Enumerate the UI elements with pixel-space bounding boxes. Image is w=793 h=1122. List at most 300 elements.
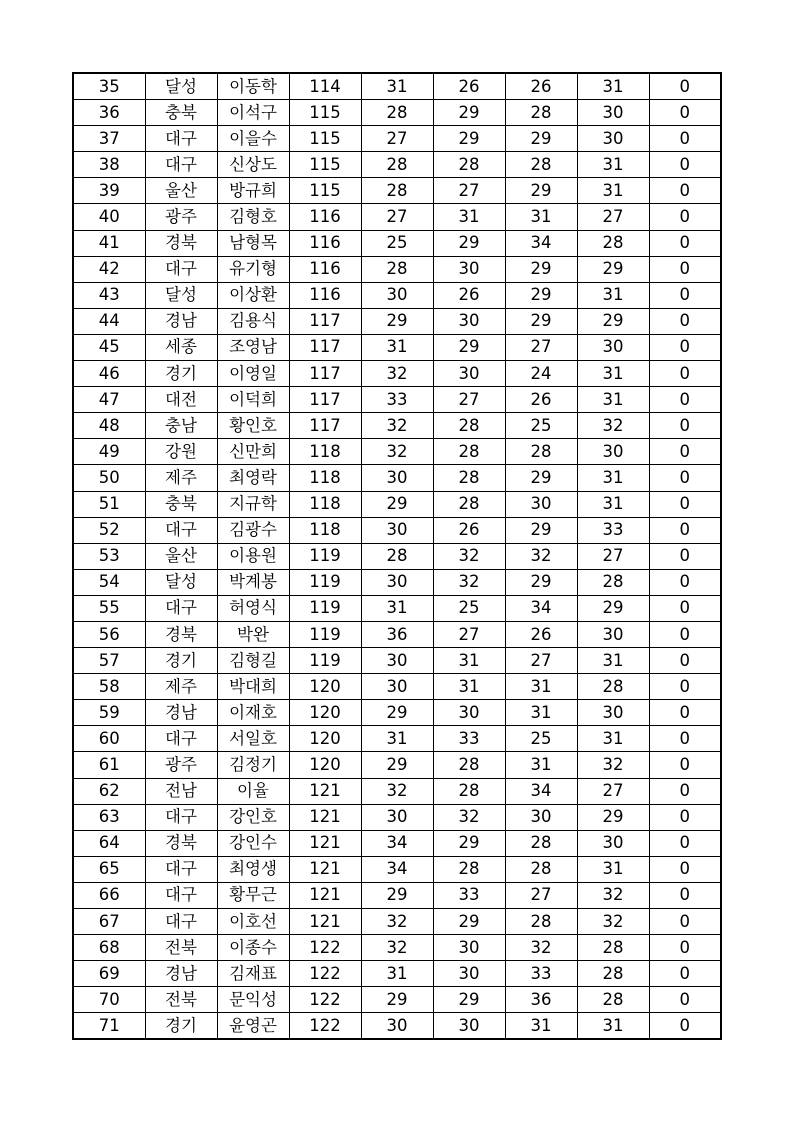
name-cell: 박계봉 [217, 569, 289, 595]
extra-cell: 0 [649, 726, 721, 752]
round4-cell: 31 [577, 856, 649, 882]
round1-cell: 29 [361, 882, 433, 908]
extra-cell: 0 [649, 935, 721, 961]
extra-cell: 0 [649, 648, 721, 674]
region-cell: 달성 [145, 282, 217, 308]
name-cell: 조영남 [217, 334, 289, 360]
rank-cell: 51 [73, 491, 145, 517]
name-cell: 방규희 [217, 178, 289, 204]
extra-cell: 0 [649, 856, 721, 882]
extra-cell: 0 [649, 882, 721, 908]
round1-cell: 33 [361, 387, 433, 413]
round4-cell: 29 [577, 595, 649, 621]
region-cell: 대구 [145, 804, 217, 830]
name-cell: 이호선 [217, 909, 289, 935]
rank-cell: 52 [73, 517, 145, 543]
round2-cell: 29 [433, 909, 505, 935]
region-cell: 광주 [145, 752, 217, 778]
total-cell: 121 [289, 804, 361, 830]
round2-cell: 28 [433, 465, 505, 491]
table-row [73, 204, 721, 230]
round2-cell: 29 [433, 100, 505, 126]
round2-cell: 28 [433, 491, 505, 517]
name-cell: 유기형 [217, 256, 289, 282]
table-row [73, 491, 721, 517]
round1-cell: 32 [361, 935, 433, 961]
round3-cell: 28 [505, 439, 577, 465]
total-cell: 118 [289, 439, 361, 465]
round2-cell: 29 [433, 830, 505, 856]
round4-cell: 31 [577, 491, 649, 517]
round4-cell: 30 [577, 100, 649, 126]
total-cell: 119 [289, 569, 361, 595]
total-cell: 116 [289, 282, 361, 308]
round2-cell: 29 [433, 334, 505, 360]
round4-cell: 28 [577, 961, 649, 987]
round1-cell: 30 [361, 517, 433, 543]
round1-cell: 29 [361, 491, 433, 517]
table-row [73, 517, 721, 543]
total-cell: 120 [289, 700, 361, 726]
table-row [73, 856, 721, 882]
region-cell: 대구 [145, 882, 217, 908]
rank-cell: 61 [73, 752, 145, 778]
table-row [73, 674, 721, 700]
round4-cell: 28 [577, 674, 649, 700]
table-row [73, 648, 721, 674]
table-row [73, 178, 721, 204]
region-cell: 경기 [145, 361, 217, 387]
rank-cell: 65 [73, 856, 145, 882]
total-cell: 117 [289, 361, 361, 387]
table-row [73, 126, 721, 152]
rank-cell: 64 [73, 830, 145, 856]
rank-cell: 54 [73, 569, 145, 595]
total-cell: 115 [289, 100, 361, 126]
round1-cell: 29 [361, 987, 433, 1013]
name-cell: 신상도 [217, 152, 289, 178]
table-row [73, 935, 721, 961]
round3-cell: 32 [505, 543, 577, 569]
round2-cell: 27 [433, 621, 505, 647]
round3-cell: 36 [505, 987, 577, 1013]
round4-cell: 31 [577, 361, 649, 387]
table-row [73, 543, 721, 569]
round1-cell: 31 [361, 595, 433, 621]
region-cell: 경남 [145, 308, 217, 334]
table-row [73, 413, 721, 439]
round4-cell: 32 [577, 909, 649, 935]
round4-cell: 28 [577, 230, 649, 256]
table-row [73, 752, 721, 778]
name-cell: 강인호 [217, 804, 289, 830]
round2-cell: 28 [433, 856, 505, 882]
table-row [73, 621, 721, 647]
table-row [73, 569, 721, 595]
region-cell: 대구 [145, 126, 217, 152]
round4-cell: 31 [577, 178, 649, 204]
round1-cell: 31 [361, 73, 433, 100]
table-row [73, 439, 721, 465]
name-cell: 김재표 [217, 961, 289, 987]
region-cell: 경북 [145, 230, 217, 256]
total-cell: 120 [289, 726, 361, 752]
results-table [72, 72, 722, 1040]
extra-cell: 0 [649, 73, 721, 100]
round3-cell: 34 [505, 230, 577, 256]
round1-cell: 29 [361, 752, 433, 778]
name-cell: 서일호 [217, 726, 289, 752]
total-cell: 118 [289, 465, 361, 491]
round2-cell: 28 [433, 413, 505, 439]
round4-cell: 28 [577, 569, 649, 595]
rank-cell: 35 [73, 73, 145, 100]
extra-cell: 0 [649, 334, 721, 360]
round3-cell: 29 [505, 569, 577, 595]
extra-cell: 0 [649, 804, 721, 830]
total-cell: 119 [289, 648, 361, 674]
round4-cell: 30 [577, 439, 649, 465]
table-row [73, 361, 721, 387]
total-cell: 117 [289, 334, 361, 360]
round4-cell: 31 [577, 387, 649, 413]
round3-cell: 25 [505, 726, 577, 752]
region-cell: 대구 [145, 856, 217, 882]
extra-cell: 0 [649, 361, 721, 387]
round4-cell: 31 [577, 726, 649, 752]
rank-cell: 70 [73, 987, 145, 1013]
total-cell: 118 [289, 491, 361, 517]
rank-cell: 59 [73, 700, 145, 726]
extra-cell: 0 [649, 256, 721, 282]
rank-cell: 62 [73, 778, 145, 804]
name-cell: 이종수 [217, 935, 289, 961]
round4-cell: 29 [577, 308, 649, 334]
name-cell: 이석구 [217, 100, 289, 126]
round4-cell: 33 [577, 517, 649, 543]
total-cell: 119 [289, 621, 361, 647]
name-cell: 황인호 [217, 413, 289, 439]
round1-cell: 28 [361, 152, 433, 178]
name-cell: 최영생 [217, 856, 289, 882]
round2-cell: 32 [433, 804, 505, 830]
total-cell: 119 [289, 595, 361, 621]
round1-cell: 30 [361, 1013, 433, 1040]
total-cell: 121 [289, 909, 361, 935]
round2-cell: 33 [433, 726, 505, 752]
round1-cell: 32 [361, 361, 433, 387]
name-cell: 윤영곤 [217, 1013, 289, 1040]
round2-cell: 33 [433, 882, 505, 908]
region-cell: 충북 [145, 100, 217, 126]
round3-cell: 31 [505, 1013, 577, 1040]
round2-cell: 31 [433, 674, 505, 700]
extra-cell: 0 [649, 387, 721, 413]
round1-cell: 30 [361, 674, 433, 700]
extra-cell: 0 [649, 543, 721, 569]
total-cell: 121 [289, 882, 361, 908]
region-cell: 대전 [145, 387, 217, 413]
name-cell: 이동학 [217, 73, 289, 100]
region-cell: 강원 [145, 439, 217, 465]
round3-cell: 29 [505, 126, 577, 152]
region-cell: 충북 [145, 491, 217, 517]
table-row [73, 961, 721, 987]
round3-cell: 30 [505, 491, 577, 517]
table-row [73, 100, 721, 126]
total-cell: 121 [289, 778, 361, 804]
extra-cell: 0 [649, 178, 721, 204]
round2-cell: 28 [433, 752, 505, 778]
round2-cell: 31 [433, 204, 505, 230]
round1-cell: 30 [361, 282, 433, 308]
extra-cell: 0 [649, 987, 721, 1013]
region-cell: 경북 [145, 830, 217, 856]
rank-cell: 58 [73, 674, 145, 700]
rank-cell: 39 [73, 178, 145, 204]
name-cell: 문익성 [217, 987, 289, 1013]
name-cell: 이상환 [217, 282, 289, 308]
round3-cell: 29 [505, 308, 577, 334]
total-cell: 120 [289, 674, 361, 700]
round2-cell: 28 [433, 152, 505, 178]
extra-cell: 0 [649, 413, 721, 439]
round4-cell: 27 [577, 204, 649, 230]
table-row [73, 152, 721, 178]
table-row [73, 778, 721, 804]
region-cell: 경남 [145, 700, 217, 726]
table-row [73, 1013, 721, 1040]
round4-cell: 31 [577, 1013, 649, 1040]
total-cell: 122 [289, 987, 361, 1013]
rank-cell: 47 [73, 387, 145, 413]
round4-cell: 28 [577, 935, 649, 961]
round3-cell: 26 [505, 387, 577, 413]
round1-cell: 28 [361, 543, 433, 569]
round3-cell: 29 [505, 517, 577, 543]
round4-cell: 31 [577, 73, 649, 100]
rank-cell: 67 [73, 909, 145, 935]
round2-cell: 27 [433, 387, 505, 413]
total-cell: 119 [289, 543, 361, 569]
round1-cell: 32 [361, 909, 433, 935]
round3-cell: 24 [505, 361, 577, 387]
round1-cell: 36 [361, 621, 433, 647]
total-cell: 121 [289, 856, 361, 882]
round2-cell: 32 [433, 569, 505, 595]
extra-cell: 0 [649, 308, 721, 334]
round4-cell: 29 [577, 804, 649, 830]
region-cell: 대구 [145, 909, 217, 935]
round4-cell: 27 [577, 778, 649, 804]
round1-cell: 31 [361, 726, 433, 752]
extra-cell: 0 [649, 961, 721, 987]
round3-cell: 30 [505, 804, 577, 830]
rank-cell: 66 [73, 882, 145, 908]
round4-cell: 29 [577, 256, 649, 282]
name-cell: 박대희 [217, 674, 289, 700]
extra-cell: 0 [649, 621, 721, 647]
round3-cell: 28 [505, 830, 577, 856]
name-cell: 신만희 [217, 439, 289, 465]
name-cell: 황무근 [217, 882, 289, 908]
round3-cell: 28 [505, 152, 577, 178]
round1-cell: 30 [361, 804, 433, 830]
rank-cell: 68 [73, 935, 145, 961]
round3-cell: 25 [505, 413, 577, 439]
round1-cell: 27 [361, 126, 433, 152]
table-row [73, 334, 721, 360]
extra-cell: 0 [649, 569, 721, 595]
round2-cell: 30 [433, 961, 505, 987]
round3-cell: 34 [505, 595, 577, 621]
region-cell: 달성 [145, 73, 217, 100]
round2-cell: 30 [433, 935, 505, 961]
rank-cell: 46 [73, 361, 145, 387]
extra-cell: 0 [649, 674, 721, 700]
region-cell: 전남 [145, 778, 217, 804]
rank-cell: 50 [73, 465, 145, 491]
name-cell: 이덕희 [217, 387, 289, 413]
round2-cell: 30 [433, 361, 505, 387]
extra-cell: 0 [649, 282, 721, 308]
round2-cell: 29 [433, 230, 505, 256]
region-cell: 전북 [145, 935, 217, 961]
table-row [73, 465, 721, 491]
table-row [73, 830, 721, 856]
name-cell: 이영일 [217, 361, 289, 387]
rank-cell: 53 [73, 543, 145, 569]
round1-cell: 32 [361, 413, 433, 439]
region-cell: 경남 [145, 961, 217, 987]
total-cell: 121 [289, 830, 361, 856]
round4-cell: 31 [577, 152, 649, 178]
region-cell: 대구 [145, 517, 217, 543]
table-row [73, 256, 721, 282]
rank-cell: 41 [73, 230, 145, 256]
rank-cell: 42 [73, 256, 145, 282]
total-cell: 116 [289, 204, 361, 230]
round2-cell: 27 [433, 178, 505, 204]
extra-cell: 0 [649, 152, 721, 178]
extra-cell: 0 [649, 204, 721, 230]
rank-cell: 56 [73, 621, 145, 647]
name-cell: 이재호 [217, 700, 289, 726]
rank-cell: 36 [73, 100, 145, 126]
round1-cell: 31 [361, 334, 433, 360]
round3-cell: 29 [505, 178, 577, 204]
extra-cell: 0 [649, 230, 721, 256]
table-row [73, 987, 721, 1013]
round3-cell: 27 [505, 882, 577, 908]
round2-cell: 28 [433, 439, 505, 465]
rank-cell: 43 [73, 282, 145, 308]
round4-cell: 30 [577, 700, 649, 726]
rank-cell: 48 [73, 413, 145, 439]
table-row [73, 230, 721, 256]
name-cell: 이율 [217, 778, 289, 804]
round2-cell: 26 [433, 517, 505, 543]
round4-cell: 30 [577, 830, 649, 856]
rank-cell: 40 [73, 204, 145, 230]
round3-cell: 28 [505, 100, 577, 126]
round2-cell: 25 [433, 595, 505, 621]
region-cell: 울산 [145, 178, 217, 204]
round4-cell: 32 [577, 413, 649, 439]
extra-cell: 0 [649, 126, 721, 152]
total-cell: 114 [289, 73, 361, 100]
rank-cell: 37 [73, 126, 145, 152]
round3-cell: 33 [505, 961, 577, 987]
name-cell: 김광수 [217, 517, 289, 543]
round3-cell: 31 [505, 700, 577, 726]
round3-cell: 34 [505, 778, 577, 804]
table-row [73, 73, 721, 100]
round1-cell: 29 [361, 700, 433, 726]
table-row [73, 726, 721, 752]
region-cell: 세종 [145, 334, 217, 360]
rank-cell: 57 [73, 648, 145, 674]
extra-cell: 0 [649, 595, 721, 621]
round2-cell: 30 [433, 256, 505, 282]
table-row [73, 282, 721, 308]
round3-cell: 27 [505, 334, 577, 360]
total-cell: 115 [289, 152, 361, 178]
table-row [73, 700, 721, 726]
table-row [73, 387, 721, 413]
total-cell: 117 [289, 387, 361, 413]
round4-cell: 28 [577, 987, 649, 1013]
round1-cell: 31 [361, 961, 433, 987]
total-cell: 120 [289, 752, 361, 778]
round2-cell: 30 [433, 308, 505, 334]
total-cell: 115 [289, 126, 361, 152]
round4-cell: 31 [577, 282, 649, 308]
round3-cell: 28 [505, 909, 577, 935]
round2-cell: 31 [433, 648, 505, 674]
region-cell: 경기 [145, 648, 217, 674]
round1-cell: 34 [361, 830, 433, 856]
name-cell: 강인수 [217, 830, 289, 856]
round1-cell: 28 [361, 100, 433, 126]
region-cell: 경북 [145, 621, 217, 647]
table-row [73, 804, 721, 830]
round1-cell: 28 [361, 178, 433, 204]
round4-cell: 32 [577, 882, 649, 908]
round1-cell: 30 [361, 569, 433, 595]
rank-cell: 60 [73, 726, 145, 752]
total-cell: 116 [289, 230, 361, 256]
rank-cell: 69 [73, 961, 145, 987]
round1-cell: 30 [361, 465, 433, 491]
name-cell: 김형길 [217, 648, 289, 674]
region-cell: 대구 [145, 152, 217, 178]
extra-cell: 0 [649, 100, 721, 126]
total-cell: 122 [289, 1013, 361, 1040]
name-cell: 박완 [217, 621, 289, 647]
round1-cell: 32 [361, 778, 433, 804]
region-cell: 대구 [145, 595, 217, 621]
total-cell: 115 [289, 178, 361, 204]
total-cell: 116 [289, 256, 361, 282]
extra-cell: 0 [649, 752, 721, 778]
round1-cell: 34 [361, 856, 433, 882]
name-cell: 이용원 [217, 543, 289, 569]
round3-cell: 26 [505, 621, 577, 647]
round3-cell: 28 [505, 856, 577, 882]
round1-cell: 30 [361, 648, 433, 674]
name-cell: 최영락 [217, 465, 289, 491]
